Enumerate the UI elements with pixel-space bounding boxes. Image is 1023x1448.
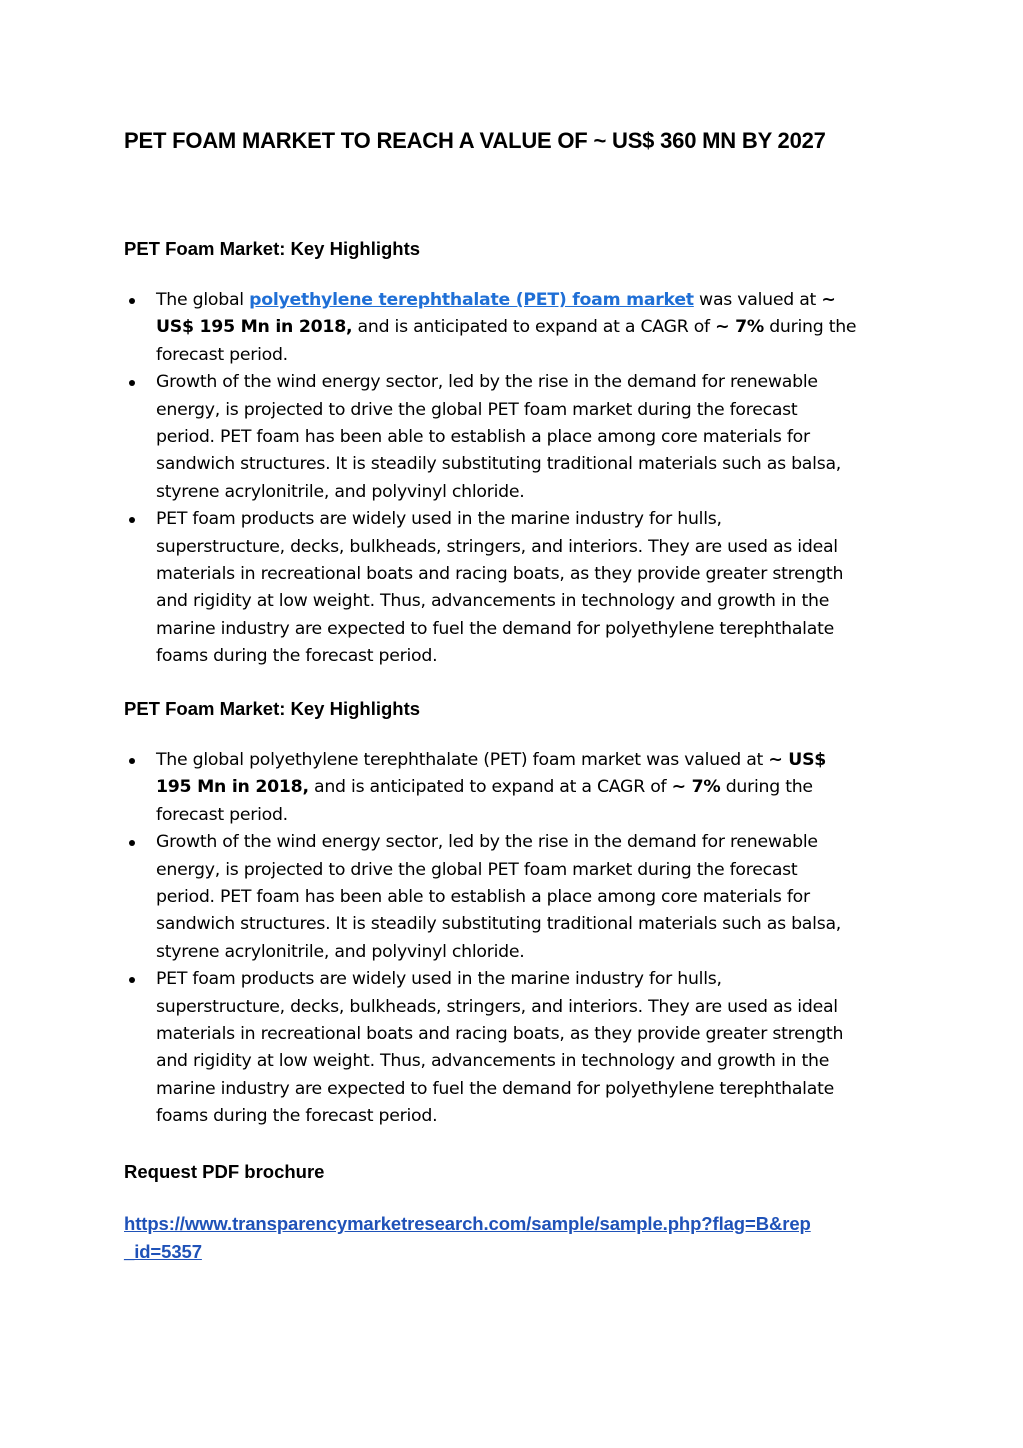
list-item: PET foam products are widely used in the marine industry for hulls, superstructure, decks, bulkheads, stringers, and interiors. They are used as ideal materials in recreational boats and racing boats, as they provide greater strength and rigidity at low weight. Thus, advancements in technology and growth in the marine industry are expected to fuel the demand for polyethylene terephthalate foams during the forecast period. [124,506,914,670]
bullet-icon [129,517,135,523]
brochure-url-link[interactable]: https://www.transparencymarketresearch.com/sample/sample.php?flag=B&rep _id=5357 [124,1213,811,1262]
list-item: The global polyethylene terephthalate (PET) foam market was valued at ~ US$ 195 Mn in 2018, and is anticipated to expand at a CAGR of ~ 7% during the forecast period. [124,747,914,829]
section-heading-1: PET Foam Market: Key Highlights [124,238,421,259]
brochure-heading: Request PDF brochure [124,1161,325,1182]
highlights-list-2 [124,747,914,1131]
bullet-icon [129,380,135,386]
list-item: Growth of the wind energy sector, led by the rise in the demand for renewable energy, is projected to drive the global PET foam market during the forecast period. PET foam has been able to establish a place among core materials for sandwich structures. It is steadily substituting traditional materials such as balsa, styrene acrylonitrile, and polyvinyl chloride. [124,829,914,966]
list-item: PET foam products are widely used in the marine industry for hulls, superstructure, decks, bulkheads, stringers, and interiors. They are used as ideal materials in recreational boats and racing boats, as they provide greater strength and rigidity at low weight. Thus, advancements in technology and growth in the marine industry are expected to fuel the demand for polyethylene terephthalate foams during the forecast period. [124,966,914,1130]
bullet-icon [129,758,135,764]
bullet-icon [129,298,135,304]
pet-foam-market-link[interactable]: polyethylene terephthalate (PET) foam market [249,290,694,310]
bullet-icon [129,977,135,983]
highlights-list-1 [124,287,914,671]
bullet-icon [129,840,135,846]
page-title: PET FOAM MARKET TO REACH A VALUE OF ~ US$ 360 MN BY 2027 [124,128,826,153]
list-item: Growth of the wind energy sector, led by the rise in the demand for renewable energy, is projected to drive the global PET foam market during the forecast period. PET foam has been able to establish a place among core materials for sandwich structures. It is steadily substituting traditional materials such as balsa, styrene acrylonitrile, and polyvinyl chloride. [124,369,914,506]
section-heading-2: PET Foam Market: Key Highlights [124,698,421,719]
list-item: The global polyethylene terephthalate (PET) foam market was valued at ~ US$ 195 Mn in 2018, and is anticipated to expand at a CAGR of ~ 7% during the forecast period. [124,287,914,369]
